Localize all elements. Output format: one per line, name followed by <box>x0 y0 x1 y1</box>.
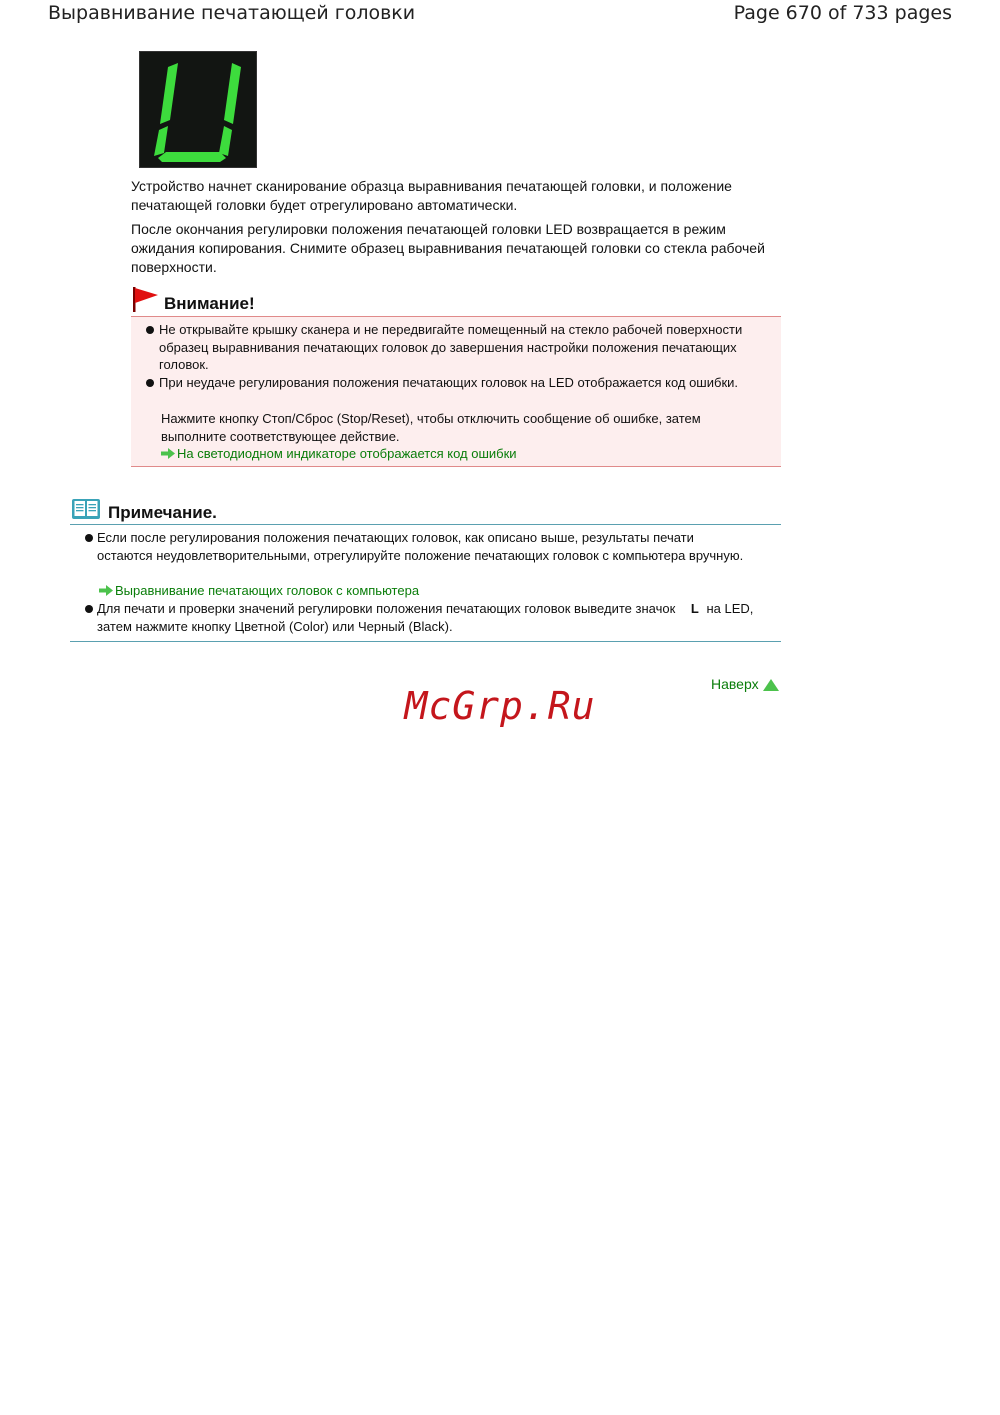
paragraph-after-adjust: После окончания регулировки положения печатающей головки LED возвращается в режим ожидания копирования. Снимите образец выравнивания печатающей головки со стекла рабочей поверхности. <box>131 221 765 275</box>
paragraph-scan-start: Устройство начнет сканирование образца выравнивания печатающей головки, и положение печатающей головки будет отрегулировано автоматически. <box>131 178 732 213</box>
bullet-icon <box>146 379 154 387</box>
back-to-top-link[interactable]: Наверх <box>711 676 779 692</box>
red-flag-icon <box>132 286 160 312</box>
caution-item-2: При неудаче регулирования положения печатающих головок на LED отображается код ошибки. <box>159 375 739 390</box>
led-symbol-l: L <box>690 601 699 616</box>
note-heading <box>71 498 781 524</box>
manual-alignment-link[interactable]: Выравнивание печатающих головок с компьютера <box>115 583 420 598</box>
caution-item-2-link-row <box>161 445 761 463</box>
note-divider-bottom <box>70 641 781 642</box>
green-arrow-icon <box>161 448 175 459</box>
page-title: Выравнивание печатающей головки <box>48 2 416 24</box>
green-arrow-icon <box>99 585 113 596</box>
note-divider-top <box>70 524 781 525</box>
caution-item-2-instruction: Нажмите кнопку Стоп/Сброс (Stop/Reset), чтобы отключить сообщение об ошибке, затем выполните соответствующее действие. <box>161 411 701 444</box>
led-display-image <box>139 51 257 168</box>
caution-heading <box>132 286 782 316</box>
note-title: Примечание. <box>108 503 217 522</box>
error-code-link[interactable]: На светодиодном индикаторе отображается код ошибки <box>177 446 517 461</box>
book-icon <box>71 498 101 520</box>
bullet-icon <box>146 326 154 334</box>
bullet-icon <box>85 534 93 542</box>
watermark: McGrp.Ru <box>404 684 596 728</box>
led-u-glyph-icon <box>140 52 256 167</box>
bullet-icon <box>85 605 93 613</box>
caution-title: Внимание! <box>164 294 255 313</box>
caution-item-1: Не открывайте крышку сканера и не передвигайте помещенный на стекло рабочей поверхности образец выравнивания печатающих головок до завершения настройки положения печатающих головок. <box>159 322 743 372</box>
page-counter: Page 670 of 733 pages <box>733 2 952 24</box>
note-item-2: Для печати и проверки значений регулировки положения печатающих головок выведите значок L на LED, затем нажмите кнопку Цветной (Color) или Черный (Black). <box>97 601 754 634</box>
note-item-1: Если после регулирования положения печатающих головок, как описано выше, результаты печати остаются неудовлетворительными, отрегулируйте положение печатающих головок с компьютера вручную. <box>97 530 744 563</box>
note-item-1-link-row <box>99 582 739 600</box>
